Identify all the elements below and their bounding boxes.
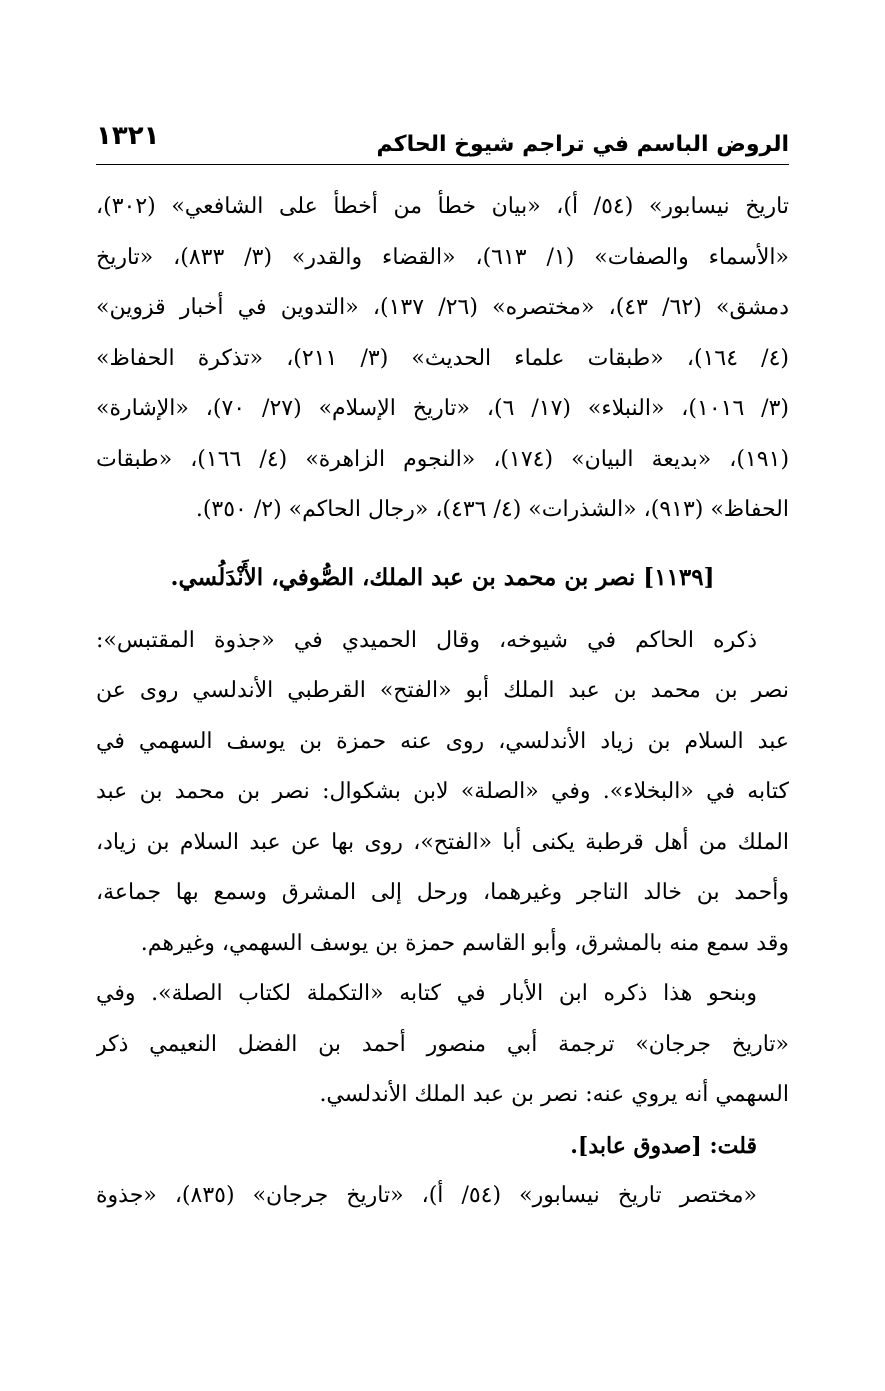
text-line: السهمي أنه يروي عنه: نصر بن عبد الملك الأندلسي. [319, 1082, 789, 1107]
entry-paragraph-1 [96, 616, 789, 970]
text-line: نصر بن محمد بن عبد الملك أبو «الفتح» القرطبي الأندلسي روى عن [96, 678, 789, 703]
entry-heading: [١١٣٩] نصر بن محمد بن عبد الملك، الصُّوفي، الأَنْدَلُسي. [170, 563, 715, 591]
text-line: كتابه في «البخلاء». وفي «الصلة» لابن بشكوال: نصر بن محمد بن عبد [96, 779, 789, 804]
header-rule [96, 164, 789, 165]
text-line: (٣/ ١٠١٦)، «النبلاء» (١٧/ ٦)، «تاريخ الإسلام» (٢٧/ ٧٠)، «الإشارة» [96, 396, 789, 421]
continued-sources-block [96, 182, 789, 536]
text-line: الحفاظ» (٩١٣)، «الشذرات» (٤/ ٤٣٦)، «رجال الحاكم» (٢/ ٣٥٠). [195, 497, 789, 522]
sources-line: «مختصر تاريخ نيسابور» (٥٤/ أ)، «تاريخ جرجان» (٨٣٥)، «جذوة [96, 1183, 757, 1208]
page-body [96, 182, 789, 1222]
page-number: ١٣٢١ [96, 121, 160, 151]
verdict-line: قلت: [صدوق عابد]. [570, 1132, 757, 1159]
text-line: وقد سمع منه بالمشرق، وأبو القاسم حمزة بن يوسف السهمي، وغيرهم. [140, 930, 789, 956]
text-line: الملك من أهل قرطبة يكنى أبا «الفتح»، روى بها عن عبد السلام بن زياد، [96, 829, 789, 855]
text-line: وبنحو هذا ذكره ابن الأبار في كتابه «التكملة لكتاب الصلة». وفي [96, 981, 757, 1006]
text-line: (٤/ ١٦٤)، «طبقات علماء الحديث» (٣/ ٢١١)، «تذكرة الحفاظ» [96, 345, 789, 371]
text-line: «الأسماء والصفات» (١/ ٦١٣)، «القضاء والقدر» (٣/ ٨٣٣)، «تاريخ [96, 244, 789, 270]
entry-paragraph-2 [96, 969, 789, 1121]
text-line: تاريخ نيسابور» (٥٤/ أ)، «بيان خطأ من أخطأ على الشافعي» (٣٠٢)، [96, 194, 789, 219]
text-line: عبد السلام بن زياد الأندلسي، روى عنه حمزة بن يوسف السهمي في [96, 728, 789, 754]
text-line: «تاريخ جرجان» ترجمة أبي منصور أحمد بن الفضل النعيمي ذكر [96, 1031, 789, 1057]
page-header [96, 118, 789, 164]
text-line: (١٩١)، «بديعة البيان» (١٧٤)، «النجوم الزاهرة» (٤/ ١٦٦)، «طبقات [96, 446, 789, 472]
text-line: ذكره الحاكم في شيوخه، وقال الحميدي في «جذوة المقتبس»: [96, 627, 757, 653]
spacer [96, 606, 789, 616]
text-line: دمشق» (٦٢/ ٤٣)، «مختصره» (٢٦/ ١٣٧)، «التدوين في أخبار قزوين» [96, 295, 789, 320]
spacer [96, 536, 789, 550]
running-title: الروض الباسم في تراجم شيوخ الحاكم [376, 132, 789, 157]
text-line: وأحمد بن خالد التاجر وغيرهما، ورحل إلى المشرق وسمع بها جماعة، [96, 880, 789, 905]
